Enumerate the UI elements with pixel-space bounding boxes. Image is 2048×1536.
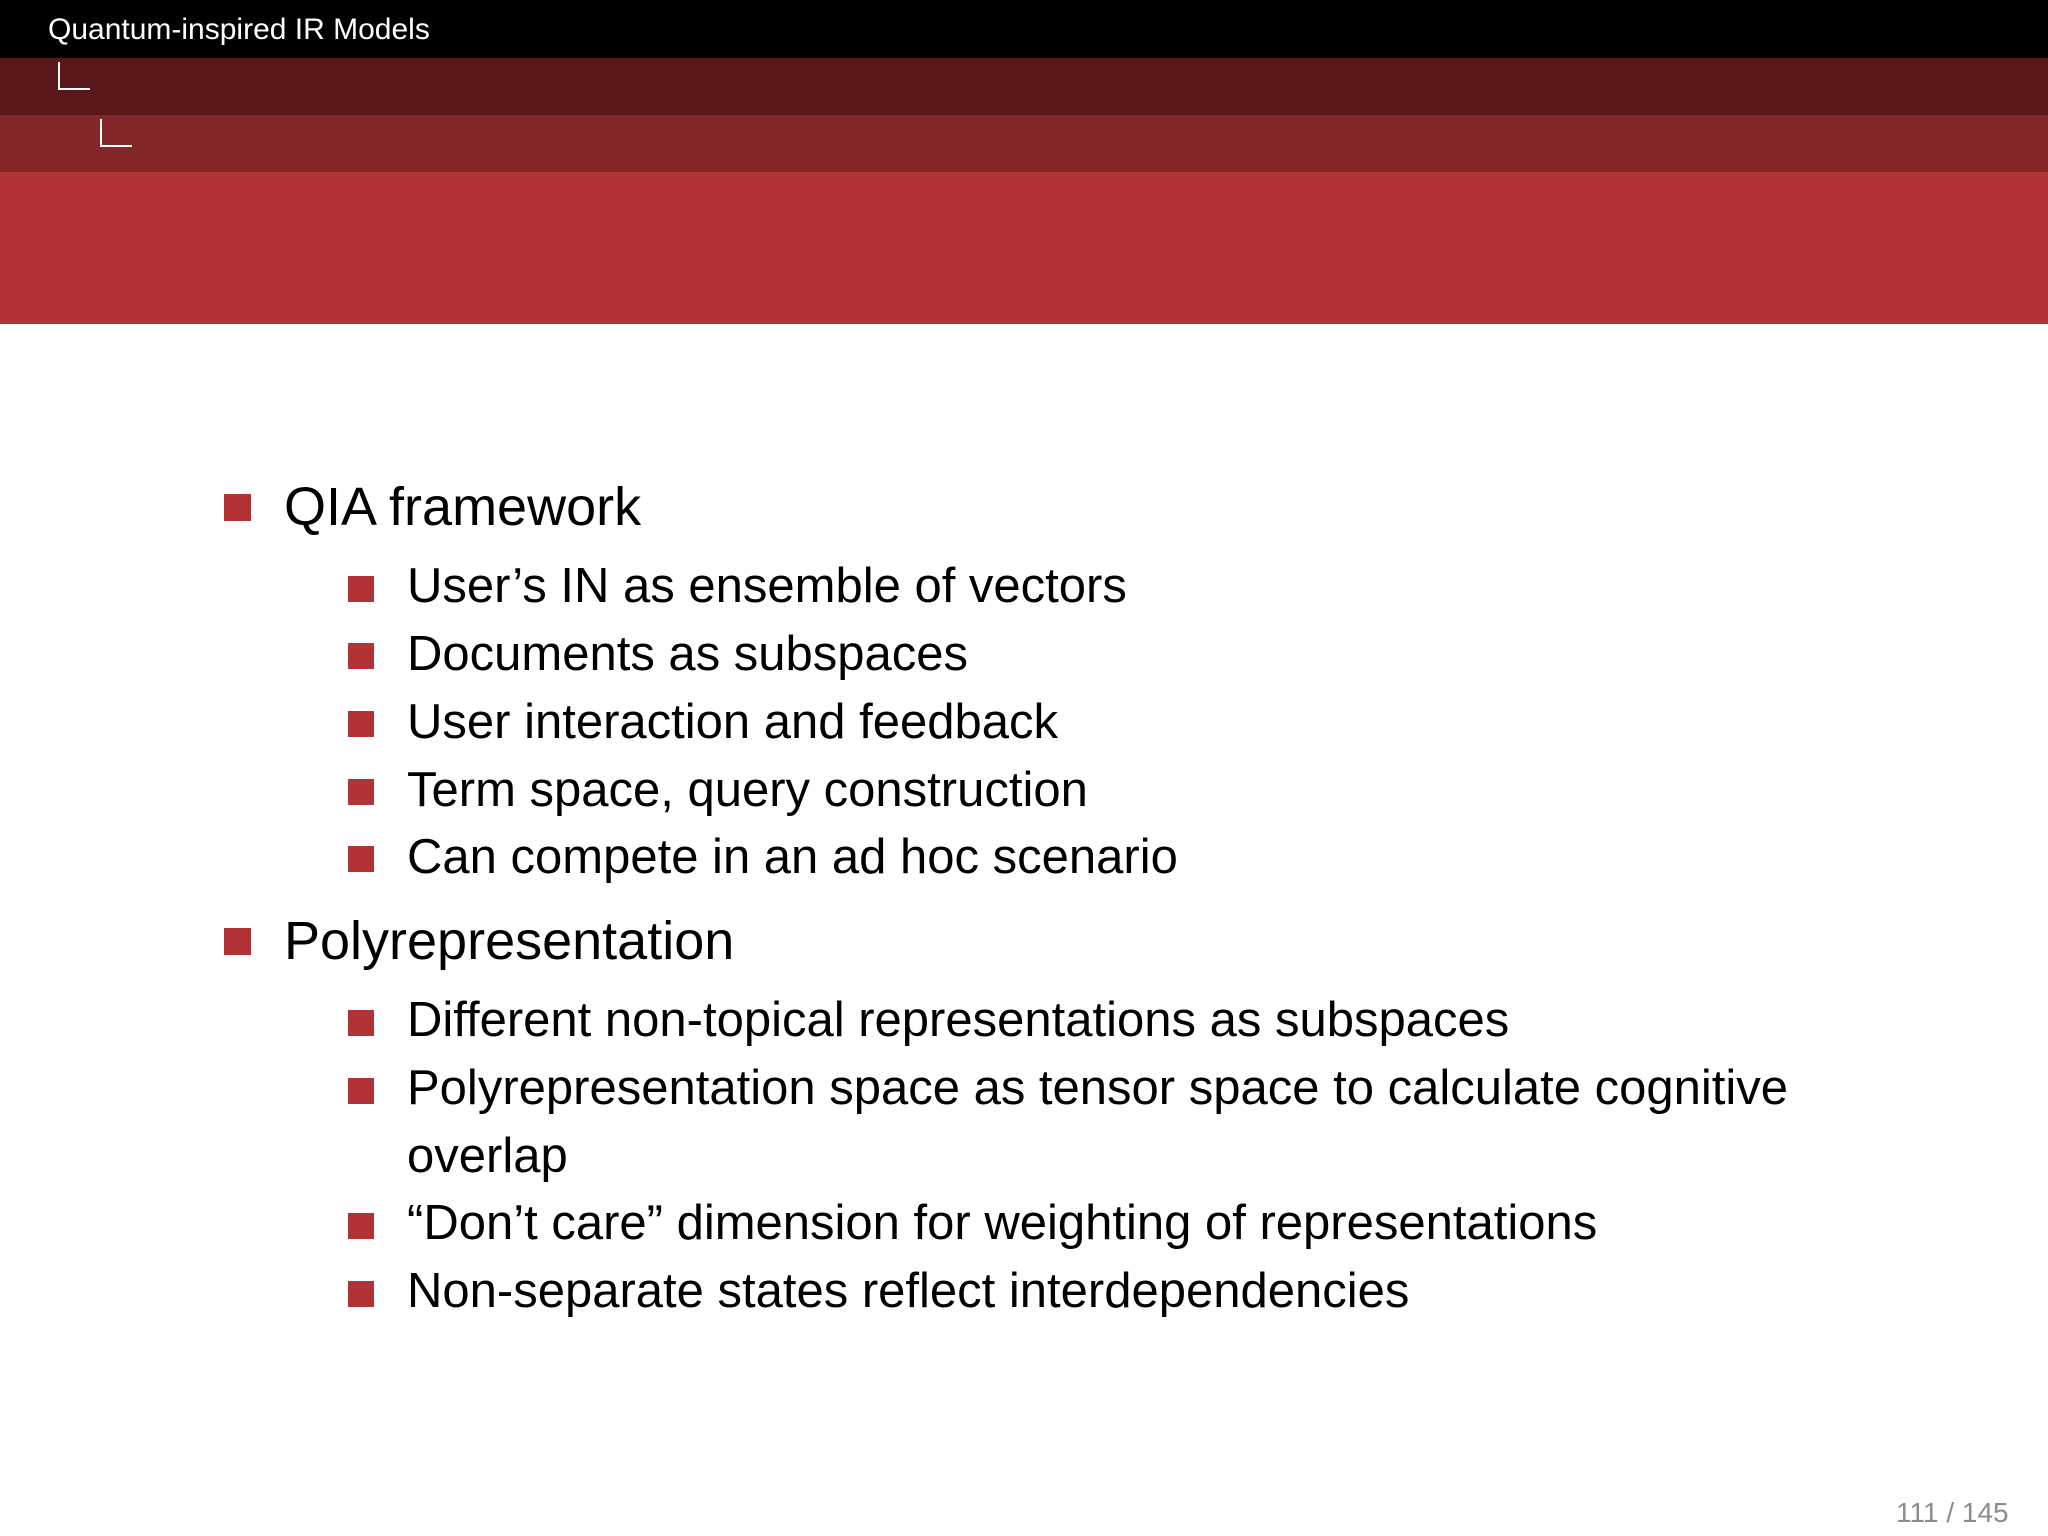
subbullet-term-space: Term space, query construction — [407, 763, 1088, 817]
bullet-heading-polyrepresentation: Polyrepresentation — [284, 911, 735, 971]
square-bullet-icon — [348, 779, 374, 805]
square-bullet-icon — [348, 1281, 374, 1307]
subbullet-non-topical: Different non-topical representations as subspaces — [407, 993, 1510, 1047]
subbullet-dont-care: “Don’t care” dimension for weighting of representations — [407, 1196, 1598, 1250]
subbullet-tensor-space-continued: overlap — [407, 1129, 568, 1183]
square-bullet-icon — [224, 494, 251, 521]
square-bullet-icon — [348, 1078, 374, 1104]
square-bullet-icon — [348, 846, 374, 872]
subbullet-user-interaction: User interaction and feedback — [407, 695, 1058, 749]
square-bullet-icon — [348, 711, 374, 737]
square-bullet-icon — [348, 576, 374, 602]
subbullet-documents-subspaces: Documents as subspaces — [407, 627, 969, 681]
subbullet-users-in: User’s IN as ensemble of vectors — [407, 559, 1127, 613]
subbullet-tensor-space: Polyrepresentation space as tensor space to calculate cognitive — [407, 1061, 1788, 1115]
subbullet-non-separate: Non-separate states reflect interdependencies — [407, 1264, 1410, 1318]
page-number: 111 / 145 — [1896, 1497, 2009, 1528]
square-bullet-icon — [224, 928, 251, 955]
breadcrumb-section[interactable]: Quantum-inspired IR Models — [48, 13, 430, 46]
square-bullet-icon — [348, 643, 374, 669]
slide-title: QIA Conclusion — [48, 379, 559, 462]
bullet-heading-qia-framework: QIA framework — [284, 477, 642, 537]
square-bullet-icon — [348, 1213, 374, 1239]
subbullet-ad-hoc: Can compete in an ad hoc scenario — [407, 830, 1178, 884]
square-bullet-icon — [348, 1010, 374, 1036]
